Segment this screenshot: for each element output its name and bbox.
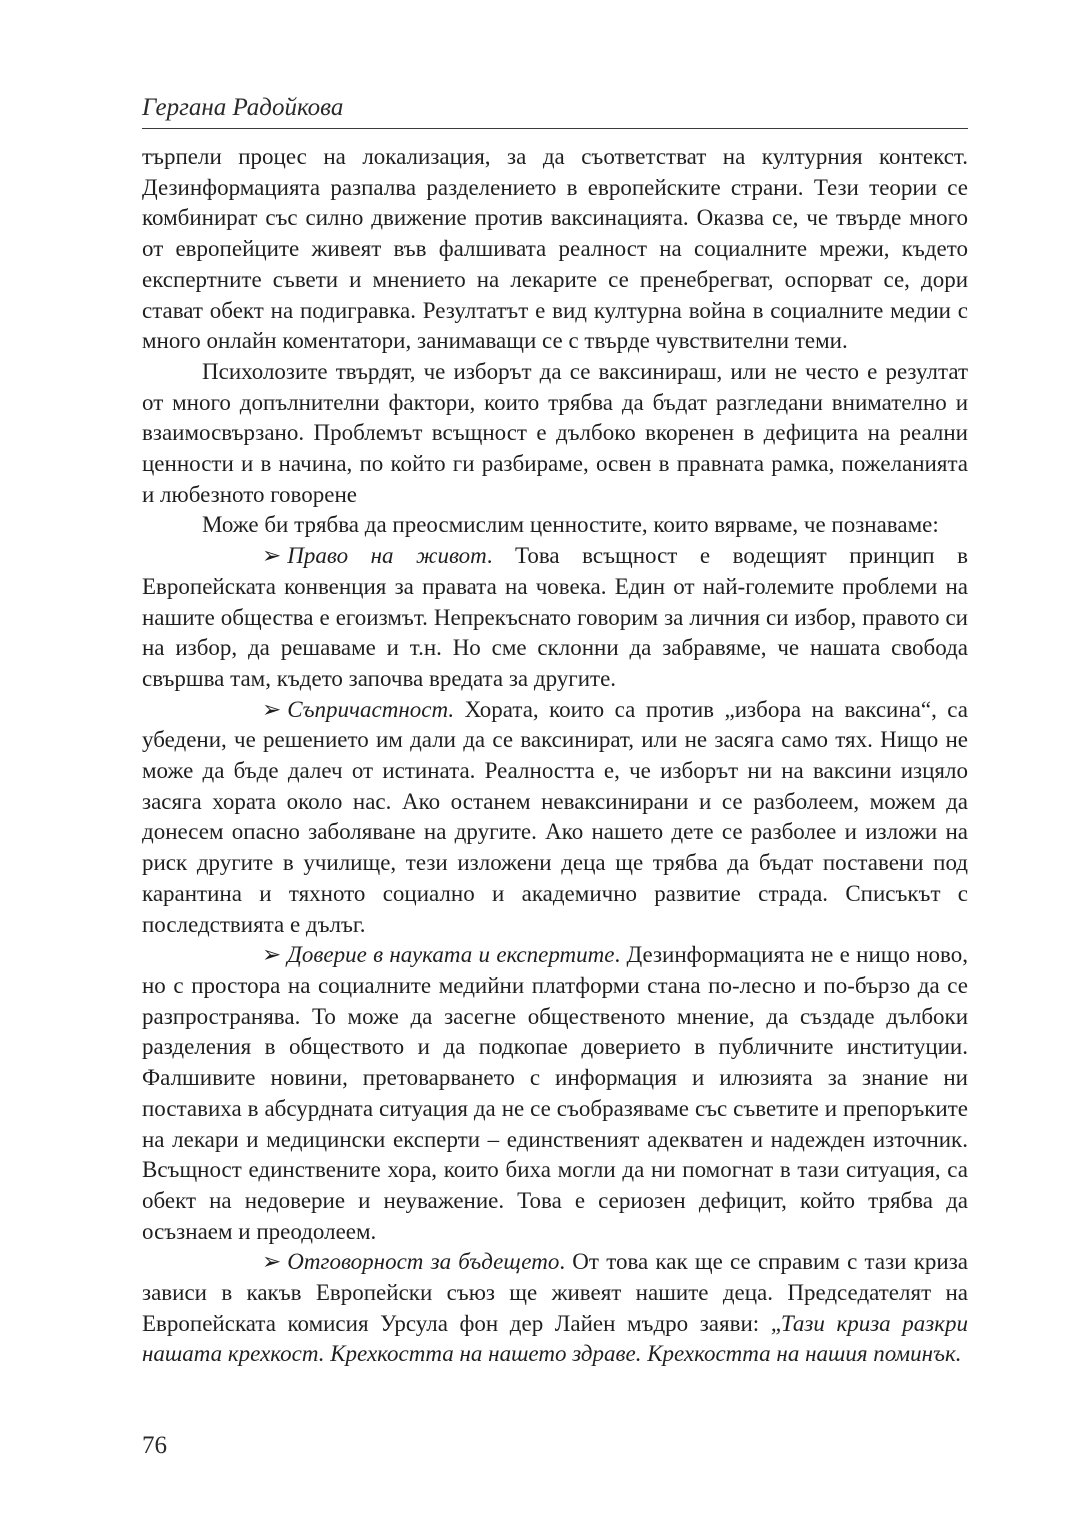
bullet-right-to-life	[142, 541, 968, 695]
bullet-term: Отговорност за бъдещето	[287, 1249, 560, 1275]
bullet-term: Право на живот	[287, 543, 487, 569]
bullet-text: Хората, които са против „избора на ваксина“, са убедени, че решението им дали да се ваксинират, или не засяга само тях. Нищо не може да бъде далеч от истината. Реалността е, че изборът ни на ваксини изцяло засяга хората около нас. Ако останем неваксинирани и се разболеем, можем да донесем опасно заболяване на другите. Ако нашето дете се разболее и изложи на риск другите в училище, тези изложени деца ще трябва да бъдат поставени под карантина и тяхното социално и академично развитие страда. Списъкът с последствията е дълъг.	[142, 696, 968, 937]
running-head-author: Гергана Радойкова	[142, 94, 344, 121]
arrow-bullet-icon: ➢	[262, 942, 282, 968]
bullet-term: Доверие в науката и експертите	[287, 942, 615, 968]
arrow-bullet-icon: ➢	[262, 1249, 282, 1275]
header-rule	[142, 128, 968, 129]
paragraph-continuation: търпели процес на локализация, за да съответстват на културния контекст. Дезинформацията разпалва разделението в европейските страни. Тези теории се комбинират със силно движение против ваксинацията. Оказва се, че твърде много от европейците живеят във фалшивата реалност на социалните мрежи, където експертните съвети и мнението на лекарите се пренебрегват, оспорват се, дори стават обект на подигравка. Резултатът е вид културна война в социалните медии с много онлайн коментатори, занимаващи се с твърде чувствителни теми.	[142, 144, 968, 354]
bullet-responsibility-future	[142, 1247, 968, 1370]
bullet-empathy	[142, 695, 968, 941]
bullet-text: . Това всъщност е водещият принцип в Европейската конвенция за правата на човека. Един от най-големите проблеми на нашите общества е егоизмът. Непрекъснато говорим за личния си избор, правото си на избор, да решаваме и т.н. Но сме склонни да забравяме, че нашата свобода свършва там, където започва вредата за другите.	[142, 543, 968, 691]
bullet-trust-in-science	[142, 940, 968, 1247]
bullet-term: Съпричастност.	[287, 696, 455, 722]
bullet-quote: „Тази криза разкри нашата крехкост. Крехкостта на нашето здраве. Крехкостта на нашия поминък.	[142, 1310, 968, 1367]
page-number: 76	[142, 1432, 167, 1459]
paragraph-psychologists: Психолозите твърдят, че изборът да се ваксинираш, или не често е резултат от много допълнителни фактори, които трябва да бъдат разгледани внимателно и взаимосвързано. Проблемът всъщност е дълбоко вкоренен в дефицита на реални ценности и в начина, по който ги разбираме, освен в правната рамка, пожеланията и любезното говорене	[142, 358, 968, 507]
paragraph-rethink-values: Може би трябва да преосмислим ценностите, които вярваме, че познаваме:	[202, 512, 939, 538]
bullet-text: . От това как ще се справим с тази криза зависи в какъв Европейски съюз ще живеят нашите деца. Председателят на Европейската комисия Урсула фон дер Лайен мъдро заяви:	[142, 1249, 968, 1336]
bullet-text: . Дезинформацията не е нищо ново, но с простора на социалните медийни платформи стана по-лесно и по-бързо да се разпространява. То може да засегне общественото мнение, да създаде дълбоки разделения в обществото и да подкопае доверието в публичните институции. Фалшивите новини, претоварването с информация и илюзията за знание ни поставиха в абсурдната ситуация да не се съобразяваме със съветите и препоръките на лекари и медицински експерти – единственият адекватен и надежден източник. Всъщност единствените хора, които биха могли да ни помогнат в тази ситуация, са обект на недоверие и неуважение. Това е сериозен дефицит, който трябва да осъзнаем и преодолеем.	[142, 942, 969, 1244]
arrow-bullet-icon: ➢	[262, 543, 282, 569]
body-text	[142, 142, 968, 1370]
arrow-bullet-icon: ➢	[262, 696, 282, 722]
